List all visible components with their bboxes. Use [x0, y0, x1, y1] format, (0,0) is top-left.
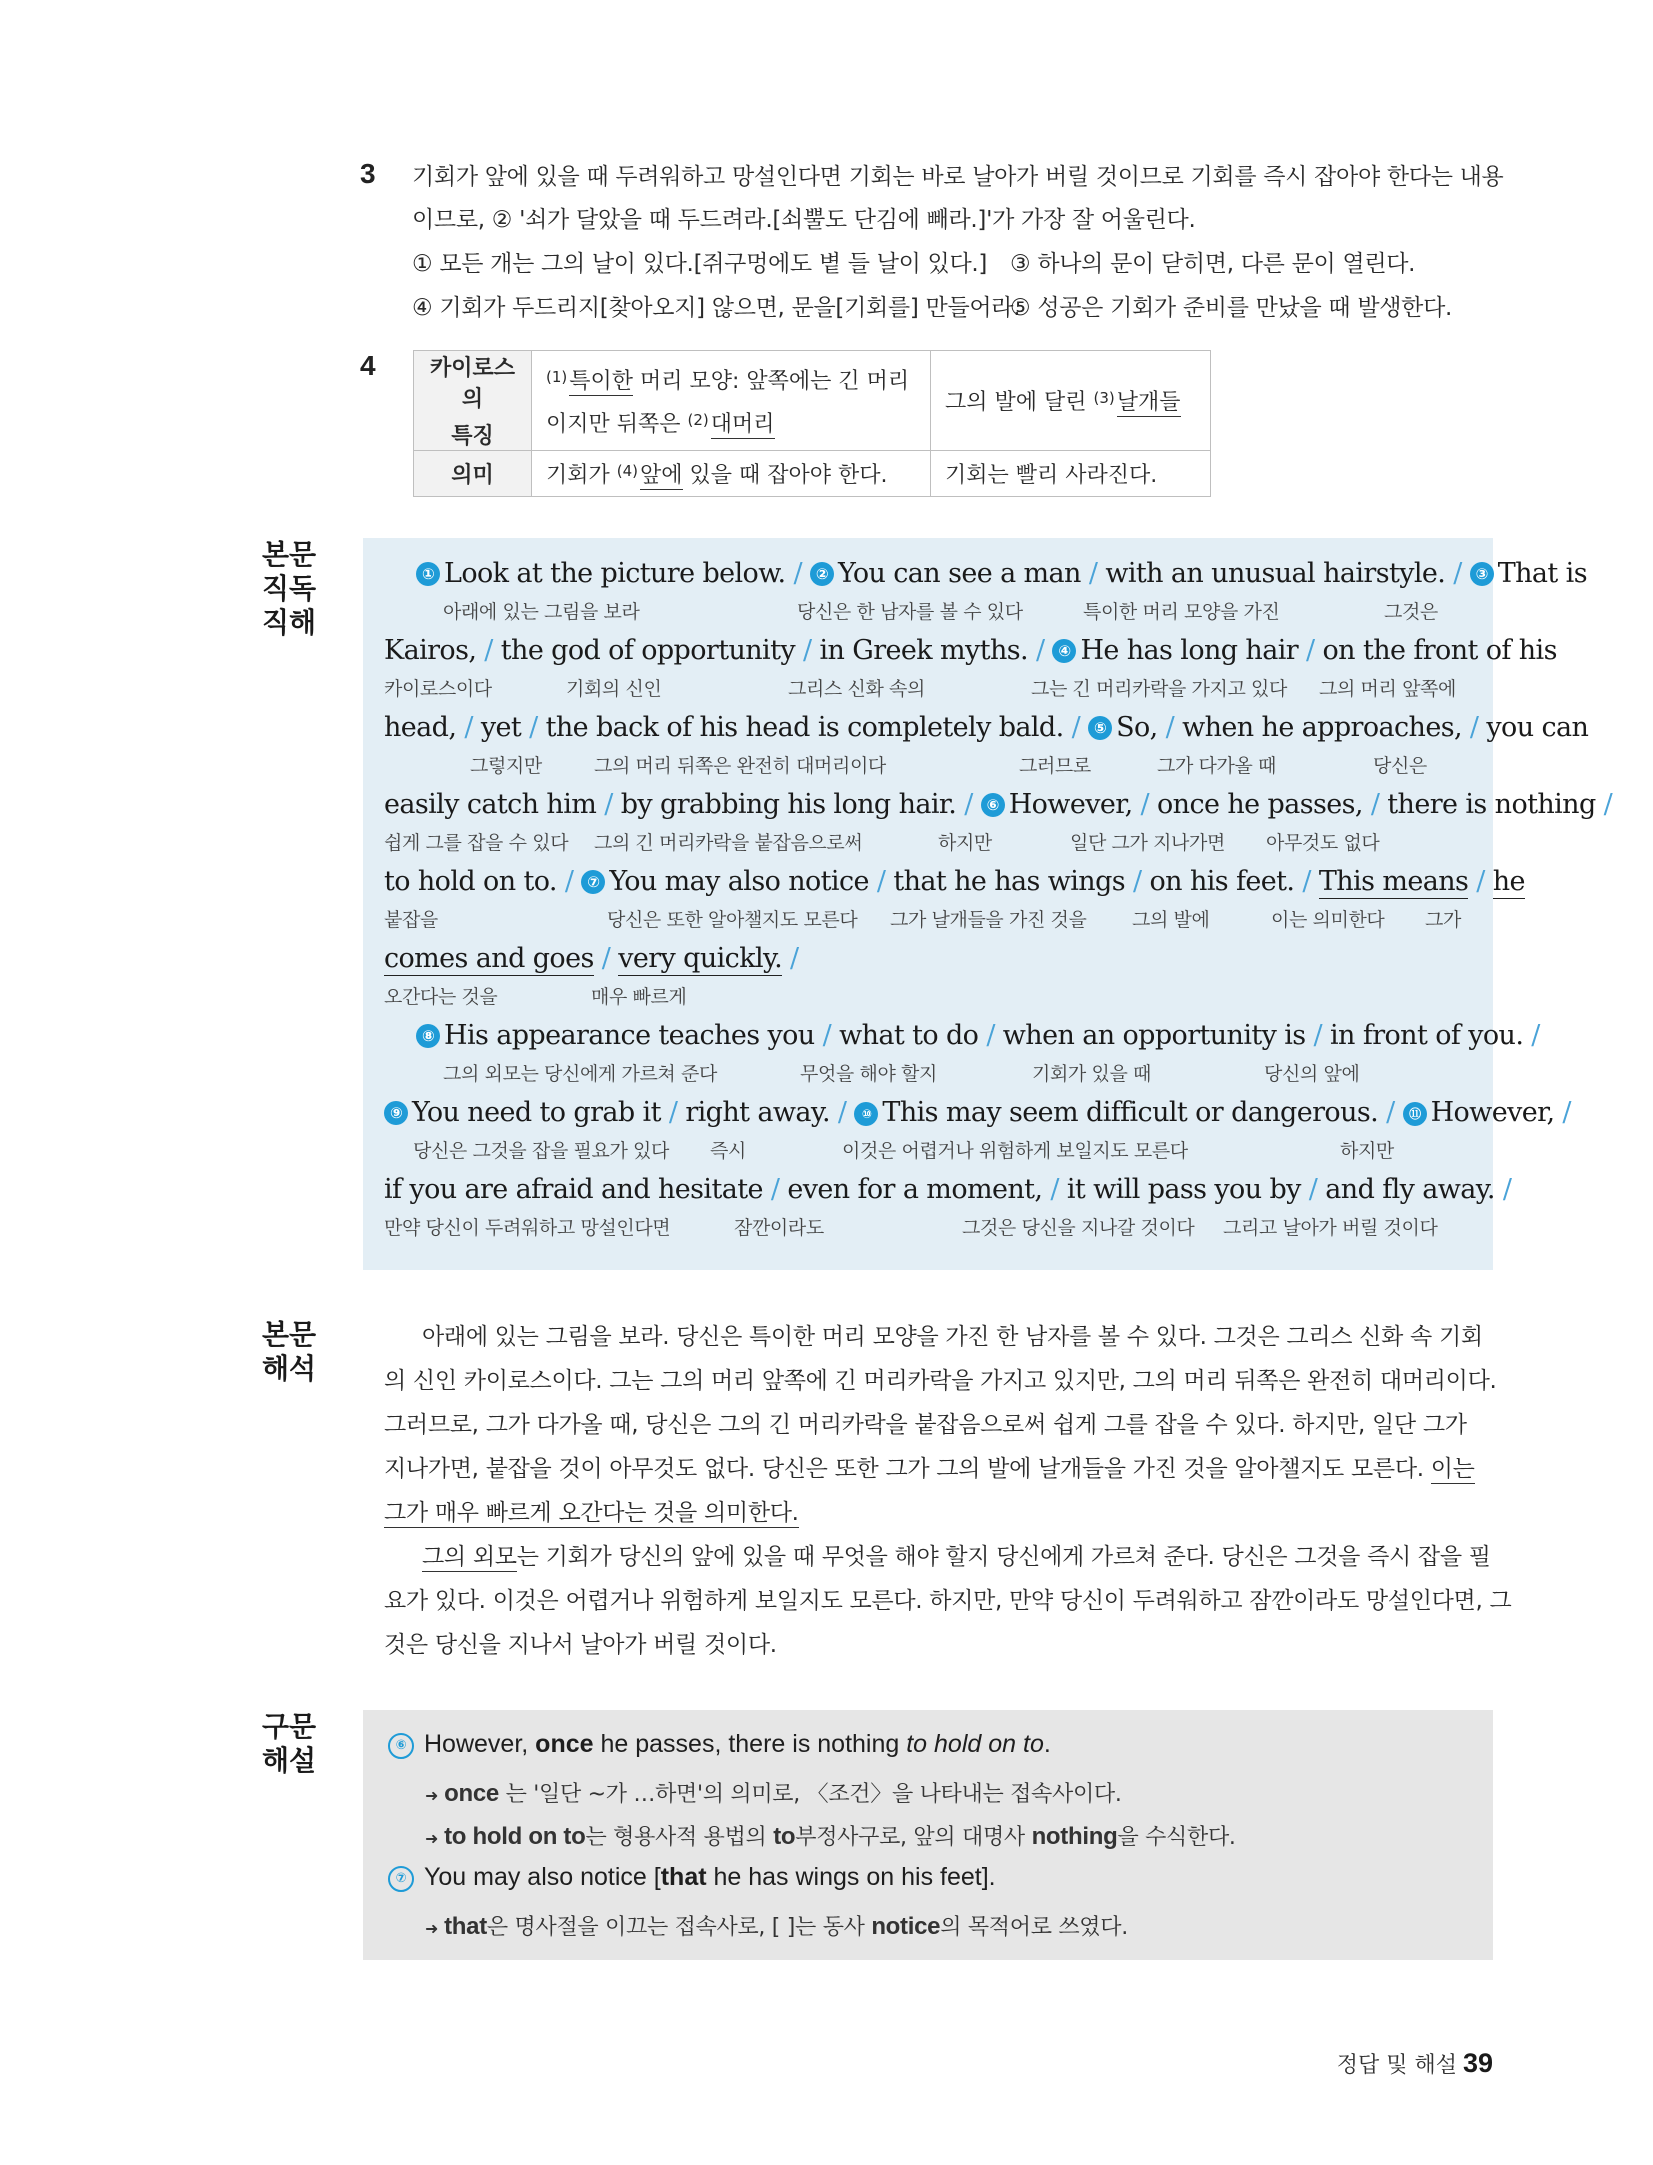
gloss: 하지만 — [1340, 1140, 1394, 1162]
answer-3: 날개들 — [1116, 390, 1181, 415]
gloss: 당신은 한 남자를 볼 수 있다 — [797, 601, 1023, 623]
table-header: 의미 — [414, 451, 532, 497]
grammar-note: ➜ that은 명사절을 이끄는 접속사로, [ ]는 동사 notice의 목적어로 쓰였다. — [425, 1913, 1128, 1940]
gloss: 그렇지만 — [470, 755, 542, 777]
translation-line: 의 신인 카이로스이다. 그는 그의 머리 앞쪽에 긴 머리카락을 가지고 있지만, 그의 머리 뒤쪽은 완전히 대머리이다. — [384, 1368, 1497, 1394]
gloss: 즉시 — [710, 1140, 746, 1162]
gloss: 잠깐이라도 — [734, 1217, 824, 1239]
translation-line: 아래에 있는 그림을 보라. 당신은 특이한 머리 모양을 가진 한 남자를 볼 수 있다. 그것은 그리스 신화 속 기회 — [422, 1324, 1483, 1350]
q3-option: ④ 기회가 두드리지[찾아오지] 않으면, 문을[기회를] 만들어라. — [412, 295, 1021, 321]
q3-option: ③ 하나의 문이 닫히면, 다른 문이 열린다. — [1010, 251, 1416, 277]
translation-line: 요가 있다. 이것은 어렵거나 위험하게 보일지도 모른다. 하지만, 만약 당신이 두려워하고 잠깐이라도 망설인다면, 그 — [384, 1588, 1512, 1614]
reading-line: ⑨ You need to grab it / right away. / ⑩ This may seem difficult or dangerous. / ⑪ However, / — [384, 1097, 1571, 1128]
gloss: 당신의 앞에 — [1264, 1063, 1360, 1085]
gloss: 오간다는 것을 — [384, 986, 498, 1008]
reading-line: if you are afraid and hesitate / even for a moment, / it will pass you by / and fly away. / — [384, 1174, 1512, 1205]
table-cell: $^{(1)}$특이한 머리 모양: 앞쪽에는 긴 머리 이지만 뒤쪽은 $^{(2)}$대머리 — [532, 351, 931, 451]
gloss: 아무것도 없다 — [1266, 832, 1380, 854]
reading-line: ⑧ His appearance teaches you / what to do / when an opportunity is / in front of you. / — [416, 1020, 1540, 1051]
gloss: 그의 긴 머리카락을 붙잡음으로써 — [594, 832, 863, 854]
gloss: 카이로스이다 — [384, 678, 492, 700]
q3-option: ⑤ 성공은 기회가 준비를 만났을 때 발생한다. — [1010, 295, 1453, 321]
table-cell: 기회가 $^{(4)}$앞에 있을 때 잡아야 한다. — [532, 451, 931, 497]
gloss: 그리고 날아가 버릴 것이다 — [1223, 1217, 1438, 1239]
section-label-translation: 본문 해석 — [262, 1318, 317, 1385]
q3-option: ① 모든 개는 그의 날이 있다.[쥐구멍에도 볕 들 날이 있다.] — [412, 251, 988, 277]
translation-line: 그가 매우 빠르게 오간다는 것을 의미한다. — [384, 1500, 799, 1526]
table-cell: 그의 발에 달린 $^{(3)}$날개들 — [931, 351, 1211, 451]
gloss: 특이한 머리 모양을 가진 — [1083, 601, 1280, 623]
answer-2: 대머리 — [710, 411, 775, 437]
reading-line: to hold on to. / ⑦ You may also notice / that he has wings / on his feet. / This means / he — [384, 866, 1525, 897]
gloss: 그러므로 — [1019, 755, 1091, 777]
gloss: 이것은 어렵거나 위험하게 보일지도 모른다 — [842, 1140, 1188, 1162]
grammar-sentence: ⑥ However, once he passes, there is nothing to hold on to. — [388, 1730, 1051, 1759]
answer-4: 앞에 — [640, 463, 683, 488]
section-label-grammar: 구문 해설 — [262, 1710, 317, 1777]
gloss: 당신은 — [1373, 755, 1427, 777]
question-number: 3 — [360, 158, 376, 189]
gloss: 그의 외모는 당신에게 가르쳐 준다 — [443, 1063, 717, 1085]
translation-line: 그러므로, 그가 다가올 때, 당신은 그의 긴 머리카락을 붙잡음으로써 쉽게 그를 잡을 수 있다. 하지만, 일단 그가 — [384, 1412, 1467, 1438]
table-header: 카이로스의 특징 — [414, 351, 532, 451]
gloss: 하지만 — [938, 832, 992, 854]
gloss: 기회가 있을 때 — [1032, 1063, 1152, 1085]
gloss: 당신은 또한 알아챌지도 모른다 — [607, 909, 858, 931]
gloss: 기회의 신인 — [566, 678, 662, 700]
section-label-reading: 본문 직독 직해 — [262, 538, 317, 639]
translation-line: 것은 당신을 지나서 날아가 버릴 것이다. — [384, 1632, 777, 1658]
gloss: 아래에 있는 그림을 보라 — [443, 601, 640, 623]
translation-line: 지나가면, 붙잡을 것이 아무것도 없다. 당신은 또한 그가 그의 발에 날개들을 가진 것을 알아챌지도 모른다. 이는 — [384, 1456, 1475, 1482]
gloss: 그것은 당신을 지나갈 것이다 — [962, 1217, 1195, 1239]
page-number: 39 — [1462, 2048, 1493, 2078]
gloss: 일단 그가 지나가면 — [1070, 832, 1225, 854]
gloss: 만약 당신이 두려워하고 망설인다면 — [384, 1217, 671, 1239]
reading-line: head, / yet / the back of his head is completely bald. / ⑤ So, / when he approaches, / you can — [384, 712, 1589, 743]
table-cell: 기회는 빨리 사라진다. — [931, 451, 1211, 497]
question-number: 4 — [360, 350, 376, 381]
translation-line: 그의 외모는 기회가 당신의 앞에 있을 때 무엇을 해야 할지 당신에게 가르쳐 준다. 당신은 그것을 즉시 잡을 필 — [422, 1544, 1491, 1570]
grammar-note: ➜ once 는 '일단 ~가 …하면'의 의미로, 〈조건〉을 나타내는 접속사이다. — [425, 1780, 1122, 1807]
gloss: 그가 다가올 때 — [1157, 755, 1277, 777]
gloss: 그의 머리 앞쪽에 — [1319, 678, 1456, 700]
kairos-table — [413, 350, 1211, 497]
gloss: 그것은 — [1384, 601, 1438, 623]
gloss: 당신은 그것을 잡을 필요가 있다 — [413, 1140, 669, 1162]
gloss: 그가 날개들을 가진 것을 — [890, 909, 1087, 931]
reading-line: ① Look at the picture below. / ② You can see a man / with an unusual hairstyle. / ③ That is — [416, 558, 1587, 589]
q3-line: 이므로, ② '쇠가 달았을 때 두드려라.[쇠뿔도 단김에 빼라.]'가 가장 잘 어울린다. — [412, 207, 1196, 233]
page-footer: 정답 및 해설 39 — [1336, 2048, 1493, 2078]
reading-line: easily catch him / by grabbing his long hair. / ⑥ However, / once he passes, / there is nothing / — [384, 789, 1613, 820]
reading-line: comes and goes / very quickly. / — [384, 943, 799, 974]
gloss: 그의 머리 뒤쪽은 완전히 대머리이다 — [594, 755, 886, 777]
gloss: 이는 의미한다 — [1271, 909, 1385, 931]
grammar-note: ➜ to hold on to는 형용사적 용법의 to부정사구로, 앞의 대명사 nothing을 수식한다. — [425, 1823, 1236, 1850]
gloss: 쉽게 그를 잡을 수 있다 — [384, 832, 569, 854]
reading-line: Kairos, / the god of opportunity / in Greek myths. / ④ He has long hair / on the front of his — [384, 635, 1557, 666]
gloss: 무엇을 해야 할지 — [800, 1063, 937, 1085]
grammar-sentence: ⑦ You may also notice [that he has wings on his feet]. — [388, 1863, 996, 1892]
gloss: 매우 빠르게 — [591, 986, 687, 1008]
gloss: 붙잡을 — [384, 909, 438, 931]
q3-line: 기회가 앞에 있을 때 두려워하고 망설인다면 기회는 바로 날아가 버릴 것이므로 기회를 즉시 잡아야 한다는 내용 — [412, 164, 1504, 190]
gloss: 그의 발에 — [1132, 909, 1210, 931]
gloss: 그가 — [1425, 909, 1461, 931]
answer-1: 특이한 — [569, 368, 634, 394]
gloss: 그는 긴 머리카락을 가지고 있다 — [1031, 678, 1287, 700]
gloss: 그리스 신화 속의 — [788, 678, 925, 700]
